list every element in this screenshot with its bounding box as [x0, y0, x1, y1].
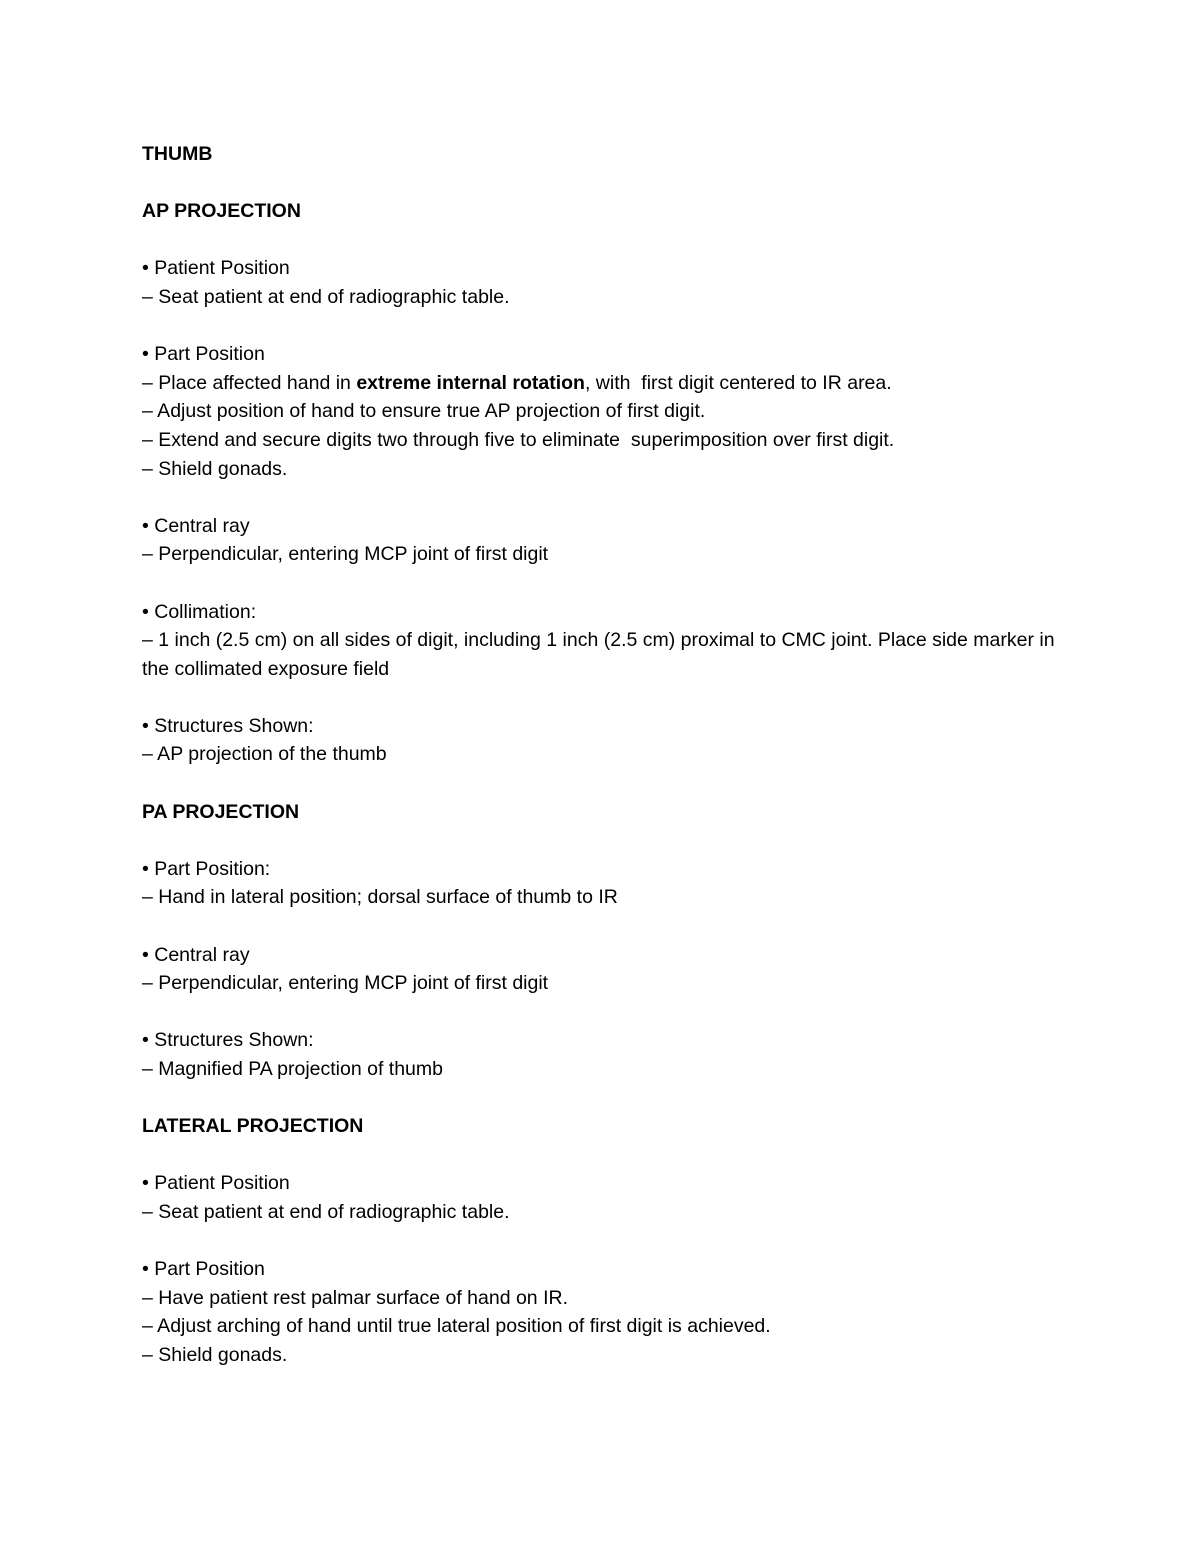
group-central-ray	[142, 941, 1072, 998]
group-line: – 1 inch (2.5 cm) on all sides of digit, including 1 inch (2.5 cm) proximal to CMC joint. Place side marker in the collimated exposure field	[142, 629, 1060, 680]
rich-line-before: – Place affected hand in	[142, 371, 357, 394]
group-label: • Central ray	[142, 943, 250, 966]
group-line: – Shield gonads.	[142, 1343, 288, 1366]
group-line: – Seat patient at end of radiographic table.	[142, 285, 510, 308]
group-line: – Adjust arching of hand until true lateral position of first digit is achieved.	[142, 1315, 771, 1338]
group-line-rich	[142, 369, 1072, 398]
group-line: – Seat patient at end of radiographic table.	[142, 1200, 510, 1223]
section-ap-projection	[142, 197, 1072, 769]
section-lateral-projection	[142, 1112, 1072, 1369]
document-page	[142, 140, 1072, 1398]
group-part-position	[142, 340, 1072, 483]
group-line: – Magnified PA projection of thumb	[142, 1058, 443, 1080]
group-structures-shown	[142, 712, 1072, 769]
group-central-ray	[142, 512, 1072, 569]
section-heading: LATERAL PROJECTION	[142, 1115, 364, 1138]
rich-line-after: , with first digit centered to IR area.	[584, 371, 892, 394]
group-label: • Patient Position	[142, 1172, 290, 1195]
group-line: – Shield gonads.	[142, 457, 288, 480]
rich-line-bold: extreme internal rotation	[356, 371, 585, 394]
group-line: – Extend and secure digits two through five to eliminate superimposition over first digit.	[142, 428, 895, 451]
group-patient-position	[142, 1169, 1072, 1226]
document-title: THUMB	[142, 143, 213, 165]
group-line: – Perpendicular, entering MCP joint of first digit	[142, 972, 549, 995]
section-heading: AP PROJECTION	[142, 200, 301, 223]
section-heading: PA PROJECTION	[142, 800, 300, 823]
group-label: • Collimation:	[142, 600, 257, 623]
group-label: • Part Position	[142, 1258, 265, 1281]
group-line: – Adjust position of hand to ensure true AP projection of first digit.	[142, 400, 706, 423]
group-label: • Part Position	[142, 343, 265, 366]
group-structures-shown	[142, 1026, 1072, 1083]
group-line: – Hand in lateral position; dorsal surface of thumb to IR	[142, 886, 618, 909]
group-label: • Patient Position	[142, 257, 290, 280]
group-line: – Perpendicular, entering MCP joint of first digit	[142, 543, 549, 566]
group-line: – Have patient rest palmar surface of hand on IR.	[142, 1286, 568, 1309]
group-label: • Structures Shown:	[142, 714, 314, 737]
group-collimation	[142, 598, 1072, 684]
group-patient-position	[142, 254, 1072, 311]
group-label: • Central ray	[142, 514, 250, 537]
group-part-position	[142, 1255, 1072, 1369]
group-line: – AP projection of the thumb	[142, 743, 387, 766]
section-pa-projection	[142, 798, 1072, 1084]
group-label: • Part Position:	[142, 857, 271, 880]
group-label: • Structures Shown:	[142, 1029, 314, 1052]
group-part-position	[142, 855, 1072, 912]
